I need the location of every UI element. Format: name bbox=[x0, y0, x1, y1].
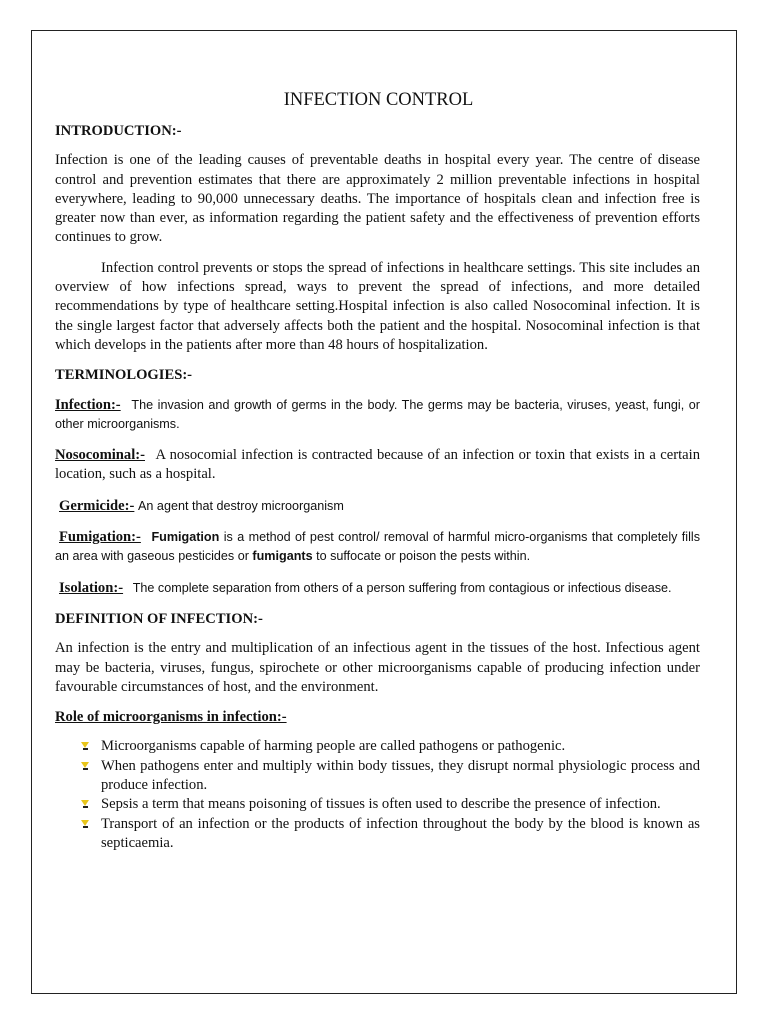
term-fumigation bbox=[55, 528, 700, 567]
term-isolation-text: The complete separation from others of a person suffering from contagious or infectious disease. bbox=[132, 580, 672, 595]
list-item bbox=[101, 757, 700, 796]
term-nosocominal bbox=[55, 446, 700, 485]
definition-paragraph: An infection is the entry and multiplication of an infectious agent in the tissues of the host. Infectious agent may be bacteria, viruses, fungus, spirochete or other microorganisms capable of producing infection under favourable circumstances of host, and the environment. bbox=[55, 640, 700, 695]
term-nosocominal-text: A nosocomial infection is contracted because of an infection or toxin that exists in a certain location, such as a hospital. bbox=[55, 447, 700, 483]
term-nosocominal-label: Nosocominal:- bbox=[55, 447, 145, 464]
list-item-text: Sepsis a term that means poisoning of tissues is often used to describe the presence of infection. bbox=[101, 796, 661, 813]
document-title: INFECTION CONTROL bbox=[283, 90, 474, 110]
list-item bbox=[101, 737, 700, 756]
term-infection-label: Infection:- bbox=[55, 396, 121, 413]
list-item-text: Microorganisms capable of harming people are called pathogens or pathogenic. bbox=[101, 738, 566, 755]
list-item bbox=[101, 815, 700, 854]
list-item-text: Transport of an infection or the products of infection throughout the body by the blood is known as septicaemia. bbox=[101, 815, 700, 851]
document-body bbox=[55, 88, 700, 853]
list-item bbox=[101, 795, 700, 814]
introduction-heading: INTRODUCTION:- bbox=[55, 123, 182, 139]
term-isolation-label: Isolation:- bbox=[59, 579, 124, 596]
term-germicide-text: An agent that destroy microorganism bbox=[138, 498, 344, 513]
term-germicide bbox=[55, 497, 700, 516]
introduction-paragraph-1: Infection is one of the leading causes of preventable deaths in hospital every year. The centre of disease control and prevention estimates that there are approximately 2 million preventable infections in hospital everywhere, leading to 90,000 unnecessary deaths. The importance of hospitals clean and infection free is greater now than ever, as information regarding the patient safety and the effectiveness of prevention efforts continues to grow. bbox=[55, 152, 700, 246]
term-fumigation-text-part-2: to suffocate or poison the pests within. bbox=[316, 549, 531, 564]
term-fumigation-bold-word-2: fumigants bbox=[252, 549, 313, 564]
list-item-text: When pathogens enter and multiply within body tissues, they disrupt normal physiologic process and produce infection. bbox=[101, 757, 700, 794]
term-isolation bbox=[55, 579, 700, 598]
role-heading: Role of microorganisms in infection:- bbox=[55, 709, 287, 726]
term-infection-text: The invasion and growth of germs in the body. The germs may be bacteria, viruses, yeast, fungi, or other microorganisms. bbox=[55, 397, 700, 431]
term-infection bbox=[55, 396, 700, 435]
term-fumigation-bold-word: Fumigation bbox=[151, 530, 220, 545]
term-germicide-label: Germicide:- bbox=[59, 497, 135, 514]
term-fumigation-text-part-1: is a method of pest control/ removal of harmful micro-organisms that completely fills an area with gaseous pesticides or bbox=[55, 530, 700, 564]
introduction-paragraph-2: Infection control prevents or stops the spread of infections in healthcare settings. This site includes an overview of how infections spread, ways to prevent the spread of infections, and more detailed recommendations by type of healthcare setting.Hospital infection is also called Nosocominal infection. It is the single largest factor that adversely affects both the patient and the hospital. Nosocominal infection is that which develops in the patients after more than 48 hours of hospitalization. bbox=[55, 259, 700, 353]
definition-heading: DEFINITION OF INFECTION:- bbox=[55, 610, 263, 627]
term-fumigation-label: Fumigation:- bbox=[59, 529, 141, 546]
role-list bbox=[55, 737, 700, 853]
term-fumigation-text bbox=[55, 530, 700, 563]
terminologies-heading: TERMINOLOGIES:- bbox=[55, 367, 193, 384]
